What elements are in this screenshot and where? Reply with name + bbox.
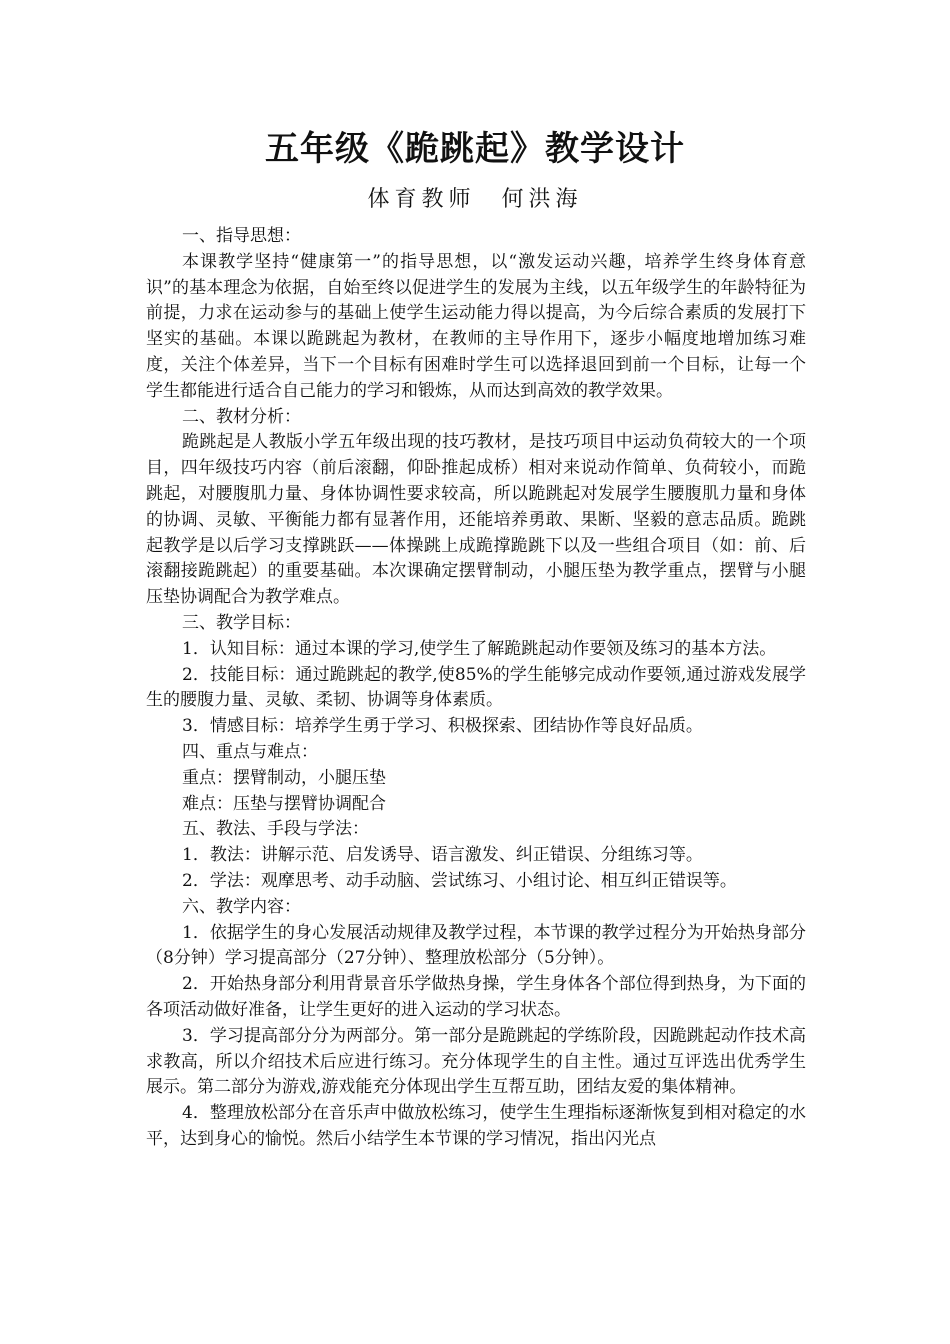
section-heading-guiding: 一、指导思想：: [182, 226, 301, 246]
author-name: 何洪海: [501, 187, 583, 212]
paragraph-guiding: 本课教学坚持“健康第一”的指导思想，以“激发运动兴趣，培养学生终身体育意识”的基本理念为依据，自始至终以促进学生的发展为主线，以五年级学生的年龄特征为前提，力求在运动参与的基础上使学生运动能力得以提高，为今后综合素质的发展打下坚实的基础。本课以跪跳起为教材，在教师的主导作用下，逐步小幅度地增加练习难度，关注个体差异，当下一个目标有困难时学生可以选择退回到前一个目标，让每一个学生都能进行适合自己能力的学习和锻炼，从而达到高效的教学效果。: [146, 251, 806, 401]
content-item: 3．学习提高部分分为两部分。第一部分是跪跳起的学练阶段，因跪跳起动作技术高求教高，所以介绍技术后应进行练习。充分体现学生的自主性。通过互评选出优秀学生展示。第二部分为游戏,游戏能充分体现出学生互帮互助，团结友爱的集体精神。: [146, 1025, 806, 1098]
difficult-point: 难点：压垫与摆臂协调配合: [182, 793, 386, 814]
content-item: 1．依据学生的身心发展活动规律及教学过程，本节课的教学过程分为开始热身部分（8分钟）学习提高部分（27分钟）、整理放松部分（5分钟）。: [146, 922, 806, 969]
method-item: 1．教法：讲解示范、启发诱导、语言激发、纠正错误、分组练习等。: [182, 845, 703, 866]
section-heading-goals: 三、教学目标：: [182, 612, 301, 633]
section-heading-material: 二、教材分析：: [182, 406, 301, 427]
section-heading-focus: 四、重点与难点：: [182, 741, 318, 762]
goal-item: 3．情感目标：培养学生勇于学习、积极探索、团结协作等良好品质。: [182, 716, 703, 737]
author-role: 体育教师: [367, 187, 476, 212]
key-point: 重点：摆臂制动，小腿压垫: [182, 767, 386, 788]
content-item: 2．开始热身部分利用背景音乐学做热身操，学生身体各个部位得到热身，为下面的各项活动做好准备，让学生更好的进入运动的学习状态。: [146, 974, 806, 1020]
goal-item: 2．技能目标：通过跪跳起的教学,使85%的学生能够完成动作要领,通过游戏发展学生的腰腹力量、灵敏、柔韧、协调等身体素质。: [146, 664, 806, 711]
author-line: [0, 183, 950, 217]
content-item: 4．整理放松部分在音乐声中做放松练习，使学生生理指标逐渐恢复到相对稳定的水平，达到身心的愉悦。然后小结学生本节课的学习情况，指出闪光点: [146, 1103, 806, 1149]
method-item: 2．学法：观摩思考、动手动脑、尝试练习、小组讨论、相互纠正错误等。: [182, 870, 737, 891]
document-body: [146, 224, 806, 1153]
section-heading-methods: 五、教法、手段与学法：: [182, 819, 369, 840]
paragraph-material: 跪跳起是人教版小学五年级出现的技巧教材，是技巧项目中运动负荷较大的一个项目，四年级技巧内容（前后滚翻，仰卧推起成桥）相对来说动作简单、负荷较小，而跪跳起，对腰腹肌力量、身体协调性要求较高，所以跪跳起对发展学生腰腹肌力量和身体的协调、灵敏、平衡能力都有显著作用，还能培养勇敢、果断、坚毅的意志品质。跪跳起教学是以后学习支撑跳跃——体操跳上成跪撑跪跳下以及一些组合项目（如：前、后滚翻接跪跳起）的重要基础。本次课确定摆臂制动，小腿压垫为教学重点，摆臂与小腿压垫协调配合为教学难点。: [146, 432, 806, 608]
goal-item: 1．认知目标：通过本课的学习,使学生了解跪跳起动作要领及练习的基本方法。: [182, 638, 777, 659]
section-heading-content: 六、教学内容：: [182, 896, 301, 917]
document-title: 五年级《跪跳起》教学设计: [265, 129, 685, 169]
